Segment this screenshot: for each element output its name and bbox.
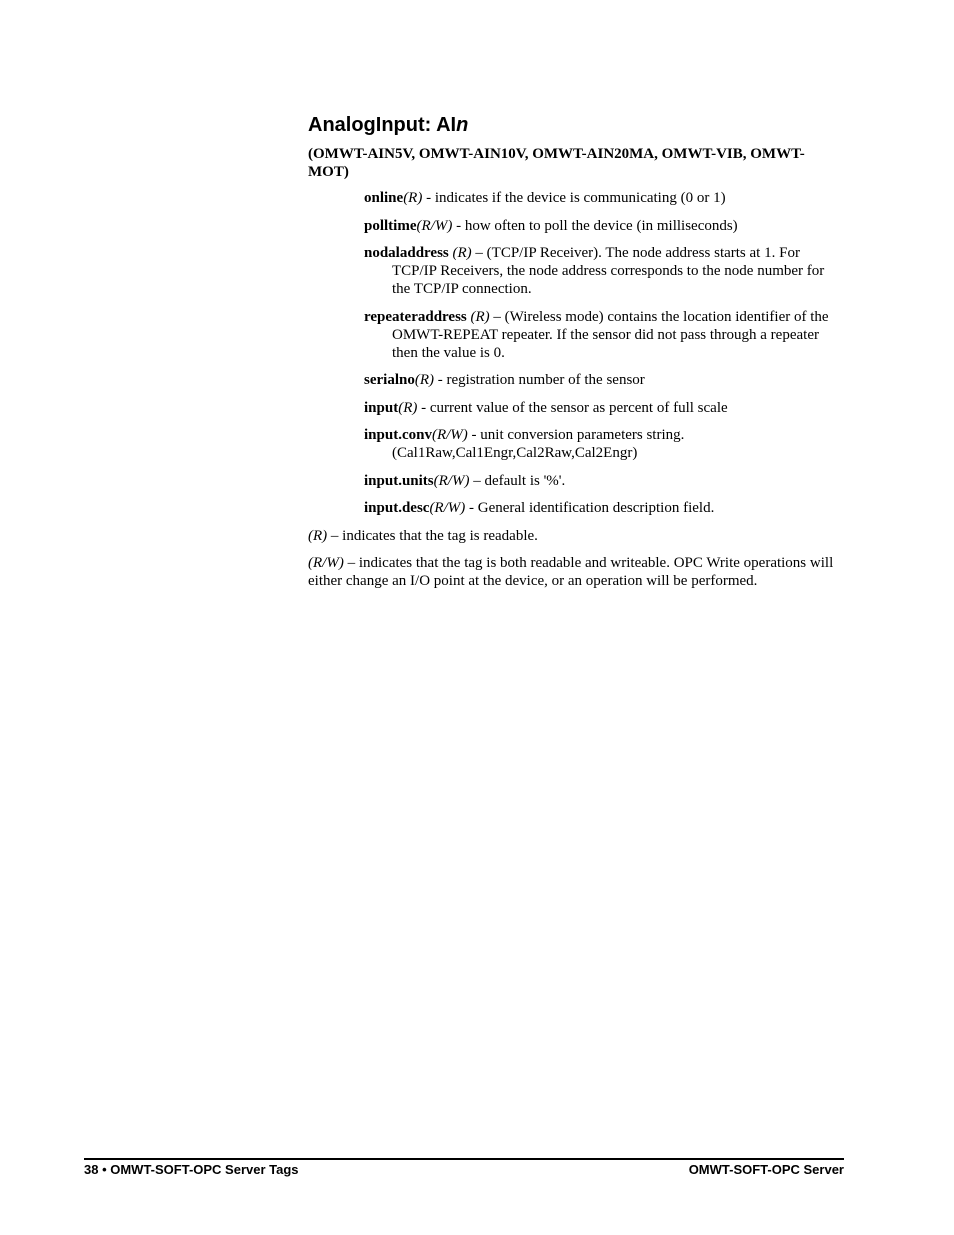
tag-item	[364, 399, 840, 417]
tag-item	[364, 371, 840, 389]
tag-desc: – default is '%'.	[469, 472, 566, 489]
tag-name: nodaladdress	[364, 245, 449, 261]
tag-name: input.units	[364, 472, 434, 489]
tag-mode: (R/W)	[429, 500, 466, 516]
tag-mode: (R)	[398, 399, 418, 416]
tag-desc: – (Wireless mode) contains the location identifier of the OMWT-REPEAT repeater. If the sensor did not pass through a repeater then the value is 0.	[392, 308, 829, 361]
tag-name: input.conv	[364, 427, 432, 443]
tag-mode: (R)	[466, 308, 490, 325]
tag-name: repeateraddress	[364, 308, 467, 325]
tag-mode: (R)	[448, 245, 472, 261]
tag-desc: - General identification description field.	[465, 500, 715, 516]
footer-divider	[84, 1158, 844, 1160]
tag-item	[364, 308, 840, 362]
note-mode: (R)	[308, 527, 328, 544]
section-heading	[308, 110, 840, 140]
tag-item	[364, 472, 840, 490]
note-readable	[308, 527, 840, 545]
tag-mode: (R)	[414, 372, 434, 388]
tag-name: serialno	[364, 372, 415, 388]
device-list: (OMWT-AIN5V, OMWT-AIN10V, OMWT-AIN20MA, OMWT-VIB, OMWT-MOT)	[308, 146, 805, 180]
tag-mode: (R)	[403, 190, 423, 206]
tag-desc: - current value of the sensor as percent of full scale	[417, 399, 728, 416]
tag-list	[308, 189, 840, 517]
tag-desc: - unit conversion parameters string. (Cal1Raw,Cal1Engr,Cal2Raw,Cal2Engr)	[392, 427, 685, 461]
note-readwrite	[308, 554, 840, 590]
tag-item	[364, 499, 840, 517]
footer-document-title: OMWT-SOFT-OPC Server	[688, 1162, 844, 1177]
tag-desc: - how often to poll the device (in milliseconds)	[452, 217, 738, 234]
tag-desc: - indicates if the device is communicating (0 or 1)	[422, 190, 726, 206]
tag-name: input	[364, 399, 399, 416]
tag-item	[364, 426, 840, 462]
tag-item	[364, 217, 840, 235]
note-mode: (R/W)	[308, 554, 344, 571]
note-text: – indicates that the tag is both readable and writeable. OPC Write operations will either change an I/O point at the device, or an operation will be performed.	[308, 554, 834, 589]
tag-mode: (R/W)	[416, 217, 453, 234]
tag-item	[364, 189, 840, 207]
heading-italic: n	[456, 114, 469, 136]
tag-desc: – (TCP/IP Receiver). The node address starts at 1. For TCP/IP Receivers, the node address corresponds to the node number for the TCP/IP connection.	[392, 245, 825, 297]
footer-page-section: 38 • OMWT-SOFT-OPC Server Tags	[84, 1162, 299, 1177]
heading-main: AnalogInput: AI	[308, 114, 457, 136]
tag-name: input.desc	[364, 500, 430, 516]
tag-name: online	[364, 190, 404, 206]
tag-item	[364, 244, 840, 298]
tag-name: polltime	[364, 217, 417, 234]
note-text: – indicates that the tag is readable.	[327, 527, 538, 544]
page-content	[308, 110, 840, 599]
tag-desc: - registration number of the sensor	[434, 372, 645, 388]
tag-mode: (R/W)	[433, 472, 470, 489]
tag-mode: (R/W)	[431, 427, 468, 443]
